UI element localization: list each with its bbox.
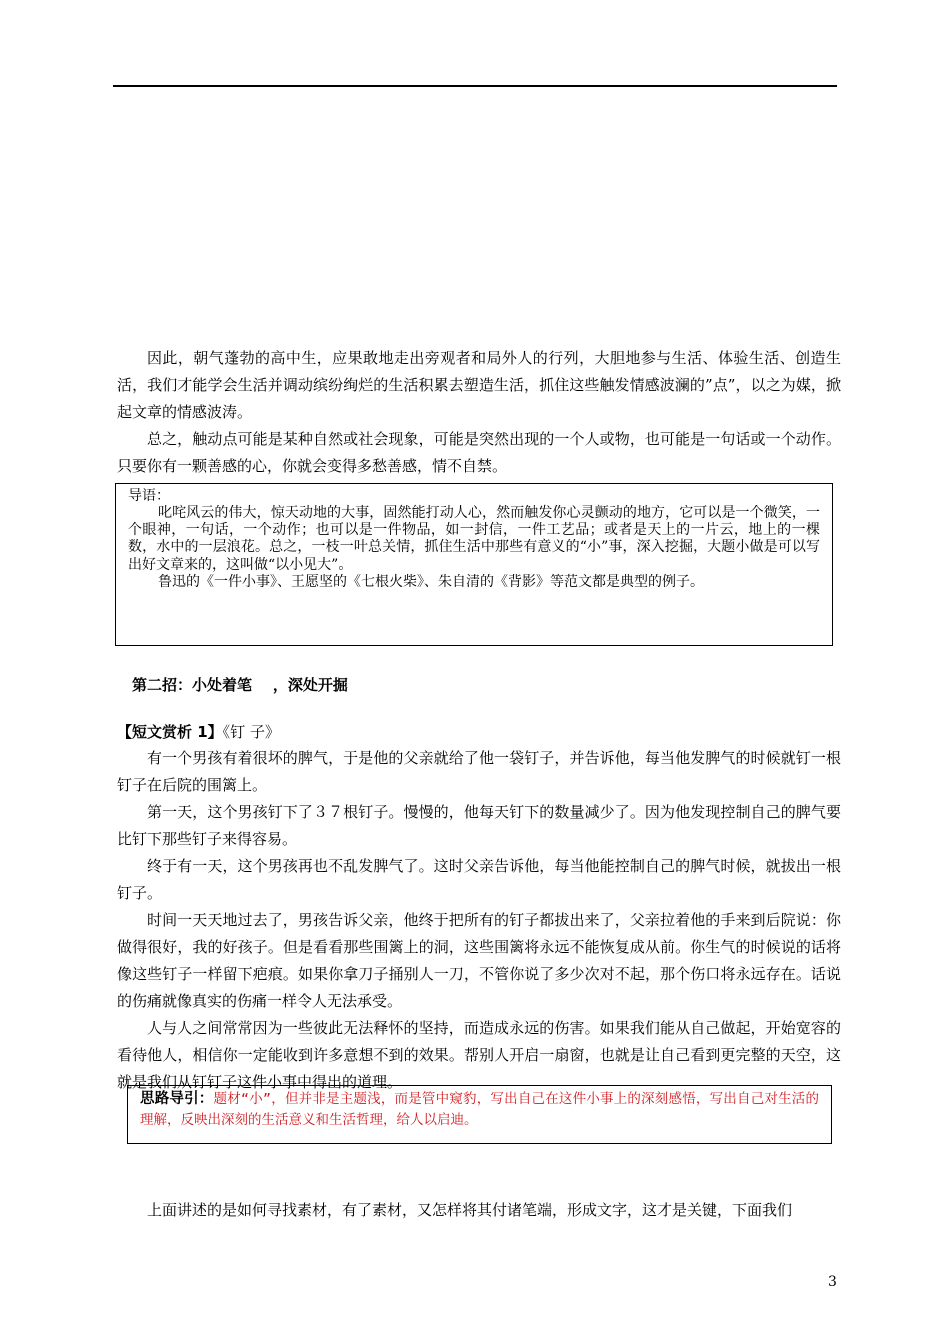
guide-label: 思路导引： [140,1091,214,1107]
story-paragraph: 有一个男孩有着很坏的脾气，于是他的父亲就给了他一袋钉子，并告诉他，每当他发脾气的时候就钉一根钉子在后院的围篱上。 [117,749,841,794]
story-paragraph: 终于有一天，这个男孩再也不乱发脾气了。这时父亲告诉他，每当他能控制自己的脾气时候，就拔出一根钉子。 [117,857,841,902]
guide-text: 题材“小”，但并非是主题浅，而是管中窥豹，写出自己在这件小事上的深刻感悟，写出自己对生活的理解，反映出深刻的生活意义和生活哲理，给人以启迪。 [140,1091,819,1128]
header-rule [113,85,837,87]
analysis-tag: 【短文赏析 1】 [117,723,223,741]
story-paragraph: 时间一天天地过去了，男孩告诉父亲，他终于把所有的钉子都拔出来了，父亲拉着他的手来到后院说：你做得很好，我的好孩子。但是看看那些围篱上的洞，这些围篱将永远不能恢复成从前。你生气的时候说的话将像这些钉子一样留下疤痕。如果你拿刀子捅别人一刀，不管你说了多少次对不起，那个伤口将永远存在。话说的伤痛就像真实的伤痛一样令人无法承受。 [117,911,841,1010]
analysis-story-title: 《钉 子》 [222,723,280,741]
intro-label: 导语： [128,488,170,504]
guide-box [127,1085,832,1144]
intro-box [115,483,833,646]
story-paragraph: 第一天，这个男孩钉下了３７根钉子。慢慢的，他每天钉下的数量减少了。因为他发现控制自己的脾气要比钉下那些钉子来得容易。 [117,803,841,848]
analysis-title [117,720,280,744]
paragraph: 总之，触动点可能是某种自然或社会现象，可能是突然出现的一个人或物，也可能是一句话或一个动作。只要你有一颗善感的心，你就会变得多愁善感，情不自禁。 [117,430,841,475]
intro-text: 叱咤风云的伟大，惊天动地的大事，固然能打动人心，然而触发你心灵颤动的地方，它可以是一个微笑，一个眼神，一句话，一个动作；也可以是一件物品，如一封信，一件工艺品；或者是天上的一片云，地上的一棵数，水中的一层浪花。总之，一枝一叶总关情，抓住生活中那些有意义的“小”事，深入挖掘，大题小做是可以写出好文章来的，这叫做“以小见大”。 [128,505,820,573]
page-number: 3 [828,1274,837,1290]
section-heading: 第二招：小处着笔 ，深处开掘 [132,676,348,694]
story-paragraph: 人与人之间常常因为一些彼此无法释怀的坚持，而造成永远的伤害。如果我们能从自己做起，开始宽容的看待他人，相信你一定能收到许多意想不到的效果。帮别人开启一扇窗，也就是让自己看到更完整的天空，这就是我们从钉钉子这件小事中得出的道理。 [117,1019,841,1091]
intro-examples: 鲁迅的《一件小事》、王愿坚的《七根火柴》、朱自清的《背影》等范文都是典型的例子。 [158,573,704,590]
paragraph: 因此，朝气蓬勃的高中生，应果敢地走出旁观者和局外人的行列，大胆地参与生活、体验生活、创造生活，我们才能学会生活并调动缤纷绚烂的生活积累去塑造生活，抓住这些触发情感波澜的”点”，以之为媒，掀起文章的情感波涛。 [117,349,841,421]
closing-paragraph: 上面讲述的是如何寻找素材，有了素材，又怎样将其付诸笔端，形成文字，这才是关键，下面我们 [147,1201,793,1219]
